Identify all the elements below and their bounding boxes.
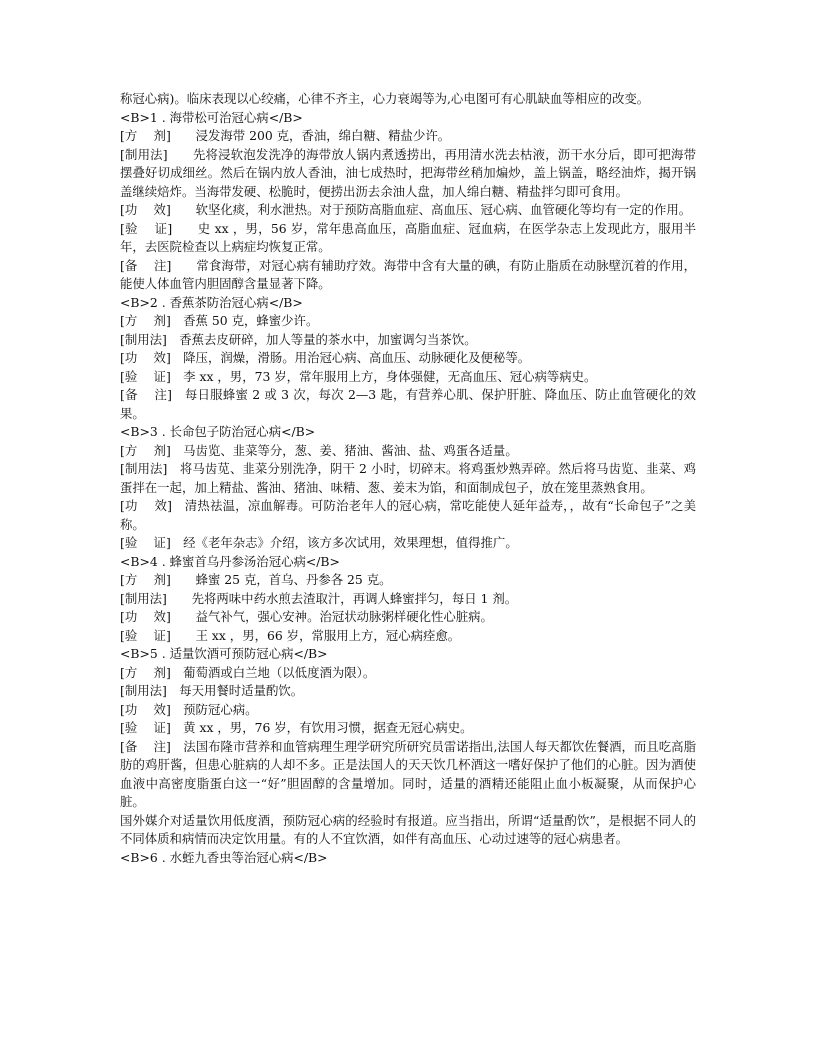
entry-label: [方 剂] [120, 664, 184, 680]
entry-paragraph [120, 664, 696, 683]
entry-paragraph [120, 497, 696, 534]
entry-paragraph [120, 682, 696, 701]
entry-text: 降压，润燥，滑肠。用治冠心病、高血压、动脉硬化及便秘等。 [183, 350, 531, 365]
entry-label: [备 注] [120, 387, 185, 402]
entry-paragraph [120, 386, 696, 423]
entry-text: 先将两味中药水煎去渣取汁，再调人蜂蜜拌匀，每日 1 剂。 [191, 590, 518, 606]
entry-text: 法国布隆市营养和血管病理生理学研究所研究员雷诺指出,法国人每天都饮佐餐酒，而且吃高脂肪的鸡肝酱，但患心脏病的人却不多。正是法国人的天天饮几杯酒这一嗜好保护了他们的心脏。因为酒使血液中高密度脂蛋白这一“好”胆固醇的含量增加。同时，适量的酒精还能阻止血小板凝聚，从而保护心脏。 [120, 738, 696, 809]
entry-paragraph [120, 331, 696, 350]
section-heading: <B>1 . 海带松可治冠心病</B> [120, 109, 303, 125]
entry-label: [验 证] [120, 535, 184, 550]
entry-paragraph [120, 460, 696, 497]
entry-paragraph [120, 442, 696, 461]
entry-paragraph [120, 146, 696, 202]
entry-text: 先将浸软泡发洗净的海带放人锅内煮透捞出，再用清水洗去枯液，沥干水分后，即可把海带摆叠好切成细丝。然后在锅内放人香油，油七成热时，把海带丝稍加煸炒，盖上锅盖，略经油炸，揭开锅盖继续焙炸。当海带发硬、松脆时，便捞出沥去余油人盘，加人绵白糖、精盐拌匀即可食用。 [120, 146, 696, 199]
entry-paragraph [120, 627, 696, 646]
section-heading: <B>4 . 蜂蜜首乌丹参汤治冠心病</B> [120, 553, 340, 569]
entry-paragraph [120, 534, 696, 553]
entry-label: [备 注] [120, 738, 184, 754]
entry-label: [功 效] [120, 609, 196, 624]
entry-label: [方 剂] [120, 572, 196, 587]
entry-text: 清热祛温，凉血解毒。可防治老年人的冠心病，常吃能使人延年益寿，，故有“长命包子”之美称。 [120, 498, 697, 532]
entry-paragraph [120, 201, 696, 220]
note-paragraph: 国外媒介对适量饮用低度酒，预防冠心病的经验时有报道。应当指出，所谓“适量酌饮”，是根据不同人的不同体质和病情而决定饮用量。有的人不宜饮酒，如伴有高血压、心动过速等的冠心病患者。 [120, 812, 696, 846]
entry-label: [备 注] [120, 257, 197, 273]
entry-paragraph [120, 220, 696, 257]
entry-paragraph [120, 590, 696, 609]
entry-label: [功 效] [120, 350, 184, 365]
entry-label: [方 剂] [120, 313, 184, 328]
entry-text: 葡萄酒或白兰地（以低度酒为限）。 [183, 664, 376, 680]
entry-paragraph [120, 312, 696, 331]
entry-text: 经《老年杂志》介绍，该方多次试用，效果理想，值得推广。 [183, 535, 518, 550]
entry-paragraph [120, 571, 696, 590]
entry-label: [验 证] [120, 220, 198, 236]
entry-text: 软坚化痰，利水泄热。对于预防高脂血症、高血压、冠心病、血管硬化等均有一定的作用。 [195, 202, 692, 217]
entry-paragraph [120, 127, 696, 146]
entry-label: [验 证] [120, 368, 184, 384]
entry-label: [功 效] [120, 498, 185, 513]
entry-label: [制用法] [120, 461, 180, 476]
entry-text: 预防冠心病。 [183, 701, 258, 717]
entry-label: [方 剂] [120, 442, 184, 458]
entry-label: [制用法] [120, 146, 193, 162]
entry-text: 浸发海带 200 克，香油，绵白糖、精盐少许。 [195, 128, 451, 143]
entry-text: 常食海带，对冠心病有辅助疗效。海带中含有大量的碘，有防止脂质在动脉壁沉着的作用，能使人体血管内胆固醇含量显著下降。 [120, 257, 697, 291]
entry-paragraph [120, 719, 696, 738]
document-page [120, 90, 696, 867]
entry-text: 每日服蜂蜜 2 或 3 次，每次 2—3 匙，有营养心肌、保护肝脏、降血压、防止血管硬化的效果。 [120, 387, 697, 421]
section-heading: <B>5 . 适量饮酒可预防冠心病</B> [120, 646, 328, 661]
entry-text: 黄 xx ，男，76 岁，有饮用习惯，据查无冠心病史。 [183, 720, 473, 735]
entry-label: [制用法] [120, 590, 192, 606]
entry-paragraph [120, 349, 696, 368]
section-heading: <B>6 . 水蛭九香虫等治冠心病</B> [120, 849, 328, 865]
entry-paragraph [120, 608, 696, 627]
entry-label: [验 证] [120, 627, 196, 643]
entry-paragraph [120, 738, 696, 812]
entry-text: 香蕉 50 克，蜂蜜少许。 [183, 313, 319, 328]
entry-label: [功 效] [120, 701, 184, 717]
entry-label: [方 剂] [120, 128, 196, 143]
entry-paragraph [120, 257, 696, 294]
entry-text: 李 xx ，男，73 岁，常年服用上方，身体强健，无高血压、冠心病等病史。 [183, 368, 597, 384]
entry-text: 将马齿苋、韭菜分别洗净，阴干 2 小时，切碎末。将鸡蛋炒熟弄碎。然后将马齿览、韭菜、鸡蛋拌在一起，加上精盐、酱油、猪油、味精、葱、姜末为馅，和面制成包子，放在笼里蒸熟食用。 [120, 461, 696, 495]
entry-label: [功 效] [120, 202, 196, 217]
section-heading: <B>3 . 长命包子防治冠心病</B> [120, 424, 316, 439]
entry-paragraph [120, 368, 696, 387]
entry-text: 益气补气，强心安神。治冠状动脉粥样硬化性心脏病。 [195, 609, 493, 624]
entry-text: 王 xx ，男，66 岁，常服用上方，冠心病痊愈。 [195, 627, 461, 643]
entry-text: 每天用餐时适量酌饮。 [179, 683, 304, 698]
entry-label: [制用法] [120, 331, 180, 347]
entry-text: 香蕉去皮研碎，加人等量的茶水中，加蜜调匀当茶饮。 [179, 331, 477, 347]
intro-paragraph: 称冠心病)。临床表现以心绞痛，心律不齐主，心力衰竭等为,心电图可有心肌缺血等相应的改变。 [120, 91, 650, 106]
entry-paragraph [120, 701, 696, 720]
entry-text: 马齿览、韭菜等分，葱、姜、猪油、酱油、盐、鸡蛋各适量。 [183, 442, 518, 458]
section-heading: <B>2 . 香蕉茶防治冠心病</B> [120, 294, 303, 310]
entry-label: [验 证] [120, 720, 184, 735]
entry-text: 史 xx ，男，56 岁，常年患高血压，高脂血症、冠血病，在医学杂志上发现此方，服用半年，去医院检查以上病症均恢复正常。 [120, 220, 697, 254]
entry-text: 蜂蜜 25 克，首乌、丹参各 25 克。 [195, 572, 392, 587]
entry-label: [制用法] [120, 683, 180, 698]
